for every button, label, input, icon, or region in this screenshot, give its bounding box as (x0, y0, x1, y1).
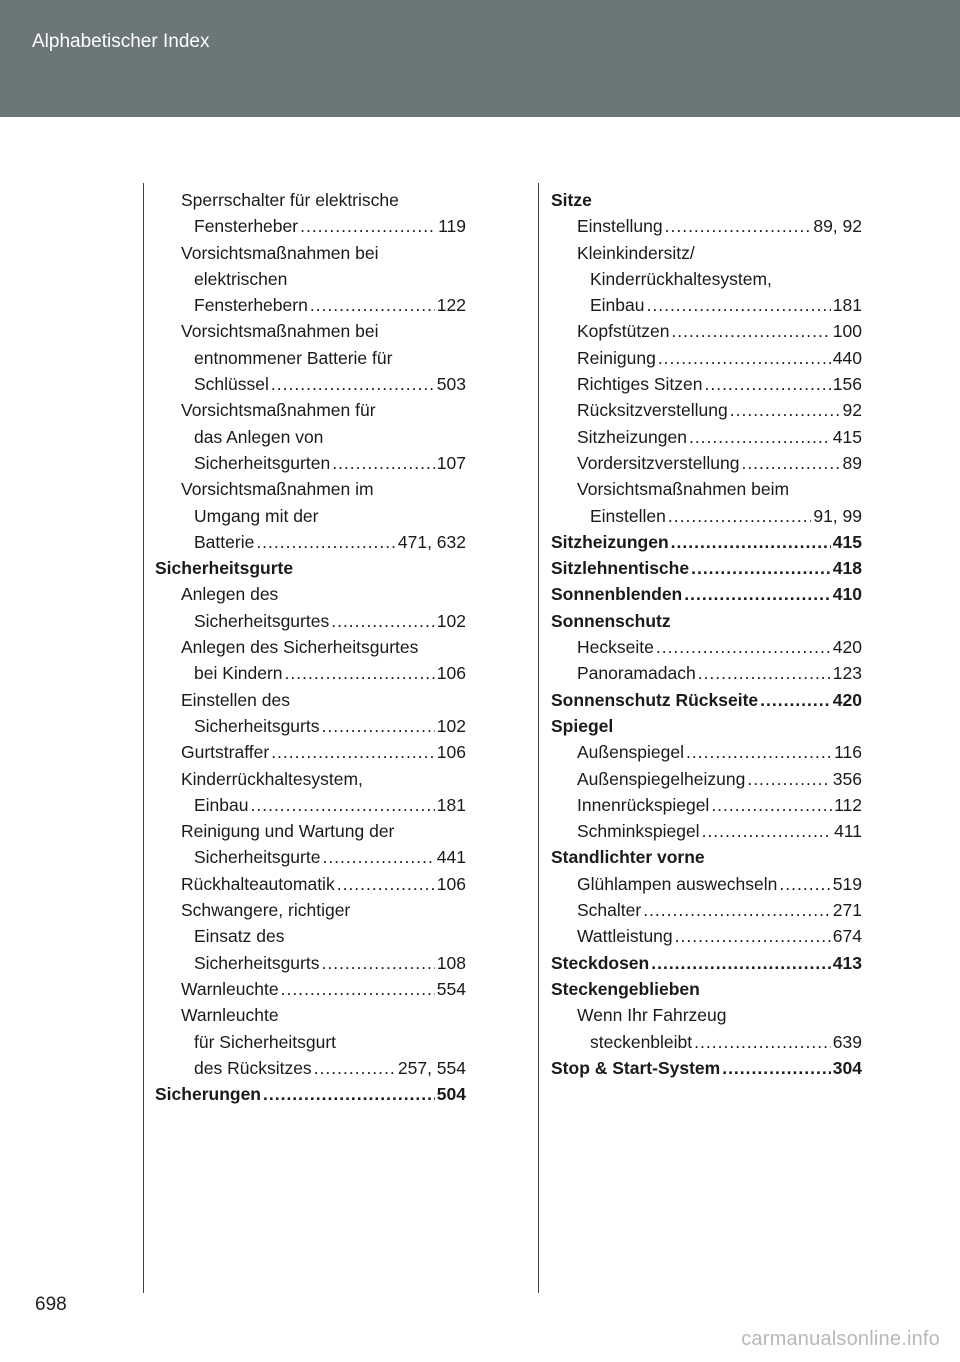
index-entry (155, 1055, 466, 1081)
index-page-ref: 413 (832, 952, 862, 973)
index-term: Warnleuchte (181, 1005, 279, 1026)
index-term: Vorsichtsmaßnahmen bei (181, 321, 379, 342)
index-page-ref: 257, 554 (397, 1057, 466, 1078)
index-entry (551, 897, 862, 923)
index-entry (155, 266, 466, 292)
index-page-ref: 106 (436, 873, 466, 894)
index-entry (551, 687, 862, 713)
index-term: Sperrschalter für elektrische (181, 190, 399, 210)
index-page-ref: 89 (842, 452, 862, 473)
index-entry (155, 292, 466, 318)
index-term: das Anlegen von (194, 426, 324, 447)
index-entry (551, 476, 862, 502)
index-term: Sitze (551, 190, 592, 210)
index-entry (551, 213, 862, 239)
index-entry (551, 555, 862, 581)
index-page-ref: 112 (834, 794, 862, 815)
index-page-ref: 181 (832, 295, 862, 316)
index-page-ref: 156 (832, 374, 862, 395)
index-entry (155, 529, 466, 555)
dot-leader (704, 371, 830, 397)
index-entry (155, 240, 466, 266)
dot-leader (651, 950, 831, 976)
index-entry (551, 713, 862, 739)
index-term: Einsatz des (194, 926, 285, 947)
index-page-ref: 119 (438, 216, 466, 237)
index-term: Anlegen des Sicherheitsgurtes (181, 637, 419, 658)
index-term: Vorsichtsmaßnahmen bei (181, 242, 379, 263)
index-term: Richtiges Sitzen (577, 374, 703, 395)
index-entry (155, 687, 466, 713)
index-page-ref: 420 (832, 637, 862, 658)
column-divider-middle (538, 183, 539, 1293)
index-entry (551, 292, 862, 318)
index-term: Anlegen des (181, 584, 279, 605)
dot-leader (271, 371, 435, 397)
index-entry (551, 1029, 862, 1055)
dot-leader (271, 739, 435, 765)
index-page-ref: 92 (842, 400, 862, 421)
index-entry (155, 581, 466, 607)
index-page-ref: 420 (832, 689, 862, 710)
index-term: Sicherheitsgurten (194, 452, 331, 473)
index-entry (155, 608, 466, 634)
index-entry (155, 1029, 466, 1055)
index-term: bei Kindern (194, 663, 283, 684)
index-term: Fensterheber (194, 216, 299, 237)
index-term: Reinigung und Wartung der (181, 821, 395, 842)
index-entry (155, 503, 466, 529)
dot-leader (702, 818, 833, 844)
index-term: Vorsichtsmaßnahmen im (181, 479, 374, 500)
index-term: Fensterhebern (194, 295, 308, 316)
dot-leader (694, 1029, 831, 1055)
index-term: Rücksitzverstellung (577, 400, 728, 421)
index-term: Einbau (590, 295, 645, 316)
index-page-ref: 304 (832, 1057, 862, 1078)
dot-leader (711, 792, 832, 818)
index-page-ref: 106 (436, 742, 466, 763)
index-entry (551, 450, 862, 476)
index-term: Sitzheizungen (551, 531, 669, 552)
watermark: carmanualsonline.info (741, 1328, 940, 1350)
index-page-ref: 100 (832, 321, 862, 342)
dot-leader (675, 923, 831, 949)
index-term: Glühlampen auswechseln (577, 873, 778, 894)
index-term: Schalter (577, 900, 642, 921)
dot-leader (321, 713, 434, 739)
index-term: Schminkspiegel (577, 821, 700, 842)
dot-leader (647, 292, 831, 318)
index-entry (551, 923, 862, 949)
index-entry (155, 713, 466, 739)
dot-leader (332, 450, 435, 476)
dot-leader (321, 950, 434, 976)
index-page-ref: 471, 632 (397, 531, 466, 552)
dot-leader (698, 660, 831, 686)
dot-leader (691, 555, 831, 581)
index-page-ref: 410 (832, 584, 862, 605)
index-column-left (155, 187, 466, 1107)
dot-leader (285, 660, 435, 686)
index-term: Vorsichtsmaßnahmen für (181, 400, 376, 421)
index-term: Panoramadach (577, 663, 696, 684)
index-entry (551, 318, 862, 344)
index-page-ref: 639 (832, 1031, 862, 1052)
index-page-ref: 107 (436, 452, 466, 473)
index-entry (551, 844, 862, 870)
index-entry (155, 450, 466, 476)
dot-leader (300, 213, 436, 239)
index-entry (155, 397, 466, 423)
index-term: Innenrückspiegel (577, 794, 710, 815)
index-term: Außenspiegel (577, 742, 685, 763)
index-entry (155, 187, 466, 213)
index-entry (155, 976, 466, 1002)
index-term: Heckseite (577, 637, 654, 658)
dot-leader (671, 529, 831, 555)
index-page-ref: 503 (436, 374, 466, 395)
index-page-ref: 554 (436, 978, 466, 999)
index-term: Sicherheitsgurtes (194, 610, 330, 631)
index-entry (155, 818, 466, 844)
dot-leader (337, 871, 435, 897)
index-term: Sitzheizungen (577, 426, 687, 447)
index-page-ref: 356 (832, 768, 862, 789)
index-term: Sitzlehnentische (551, 558, 690, 579)
index-term: Kinderrückhaltesystem, (590, 268, 772, 289)
dot-leader (251, 792, 435, 818)
index-term: Steckdosen (551, 952, 650, 973)
index-term: Vorsichtsmaßnahmen beim (577, 479, 790, 500)
index-page-ref: 674 (832, 926, 862, 947)
index-entry (551, 766, 862, 792)
index-term: Sicherheitsgurte (194, 847, 321, 868)
dot-leader (684, 581, 831, 607)
index-entry (155, 739, 466, 765)
index-term: Schwangere, richtiger (181, 900, 351, 921)
index-page-ref: 440 (832, 347, 862, 368)
dot-leader (760, 687, 831, 713)
dot-leader (331, 608, 435, 634)
index-term: Wattleistung (577, 926, 673, 947)
index-page-ref: 415 (832, 531, 862, 552)
index-term: Sicherheitsgurts (194, 952, 320, 973)
dot-leader (668, 503, 811, 529)
dot-leader (689, 424, 831, 450)
index-term: für Sicherheitsgurt (194, 1031, 337, 1052)
dot-leader (643, 897, 831, 923)
index-term: Kinderrückhaltesystem, (181, 768, 363, 789)
dot-leader (747, 766, 830, 792)
index-term: Warnleuchte (181, 978, 279, 999)
index-term: Einstellung (577, 216, 663, 237)
dot-leader (741, 450, 840, 476)
dot-leader (730, 397, 841, 423)
index-entry (155, 634, 466, 660)
index-term: Standlichter vorne (551, 847, 705, 868)
index-entry (551, 397, 862, 423)
dot-leader (671, 318, 830, 344)
index-entry (155, 1002, 466, 1028)
dot-leader (314, 1055, 396, 1081)
index-entry (551, 950, 862, 976)
index-page-ref: 108 (436, 952, 466, 973)
section-title: Alphabetischer Index (32, 31, 210, 52)
index-entry (551, 266, 862, 292)
index-entry (155, 213, 466, 239)
index-entry (551, 424, 862, 450)
index-entry (155, 923, 466, 949)
index-term: Kopfstützen (577, 321, 670, 342)
index-entry (155, 766, 466, 792)
index-entry (551, 634, 862, 660)
index-term: Umgang mit der (194, 505, 319, 526)
index-entry (551, 240, 862, 266)
index-term: Steckengeblieben (551, 978, 700, 999)
index-entry (155, 1081, 466, 1107)
index-page-ref: 411 (834, 821, 862, 842)
page-number: 698 (35, 1294, 67, 1315)
index-page-ref: 123 (832, 663, 862, 684)
index-term: Batterie (194, 531, 255, 552)
index-entry (551, 976, 862, 1002)
index-entry (551, 529, 862, 555)
index-entry (551, 503, 862, 529)
index-entry (551, 608, 862, 634)
index-term: steckenbleibt (590, 1031, 693, 1052)
index-term: Sonnenschutz (551, 610, 671, 631)
index-entry (155, 555, 466, 581)
index-term: Sonnenblenden (551, 584, 683, 605)
dot-leader (322, 844, 434, 870)
index-term: Einstellen (590, 505, 666, 526)
index-entry (155, 476, 466, 502)
index-page-ref: 415 (832, 426, 862, 447)
index-entry (551, 581, 862, 607)
index-page-ref: 504 (436, 1084, 466, 1105)
index-entry (551, 792, 862, 818)
dot-leader (722, 1055, 831, 1081)
index-entry (551, 871, 862, 897)
index-entry (551, 1055, 862, 1081)
index-entry (551, 818, 862, 844)
dot-leader (665, 213, 812, 239)
index-entry (155, 871, 466, 897)
index-page-ref: 116 (834, 742, 862, 763)
index-entry (155, 660, 466, 686)
index-page-ref: 181 (436, 794, 466, 815)
index-term: Einstellen des (181, 689, 290, 710)
column-divider-left (143, 183, 144, 1293)
index-entry (155, 345, 466, 371)
index-term: entnommener Batterie für (194, 347, 393, 368)
index-term: Außenspiegelheizung (577, 768, 746, 789)
index-term: Sonnenschutz Rückseite (551, 689, 759, 710)
index-page-ref: 89, 92 (813, 216, 862, 237)
index-entry (551, 371, 862, 397)
dot-leader (281, 976, 435, 1002)
index-entry (155, 318, 466, 344)
index-page-ref: 271 (832, 900, 862, 921)
index-term: des Rücksitzes (194, 1057, 312, 1078)
index-term: elektrischen (194, 268, 288, 289)
index-entry (551, 187, 862, 213)
index-term: Sicherheitsgurte (155, 558, 294, 579)
dot-leader (779, 871, 830, 897)
index-term: Einbau (194, 794, 249, 815)
index-entry (551, 1002, 862, 1028)
index-term: Kleinkindersitz/ (577, 242, 695, 263)
dot-leader (656, 634, 831, 660)
index-term: Rückhalteautomatik (181, 873, 335, 894)
page-header (0, 0, 960, 117)
index-term: Schlüssel (194, 374, 269, 395)
index-entry (155, 844, 466, 870)
index-page-ref: 519 (832, 873, 862, 894)
index-term: Spiegel (551, 715, 614, 736)
dot-leader (256, 529, 396, 555)
index-page-ref: 91, 99 (813, 505, 862, 526)
index-term: Reinigung (577, 347, 656, 368)
index-entry (551, 345, 862, 371)
dot-leader (263, 1081, 435, 1107)
index-term: Wenn Ihr Fahrzeug (577, 1005, 727, 1026)
dot-leader (658, 345, 831, 371)
index-page-ref: 106 (436, 663, 466, 684)
index-entry (551, 739, 862, 765)
dot-leader (686, 739, 832, 765)
index-page-ref: 418 (832, 558, 862, 579)
index-entry (155, 424, 466, 450)
index-term: Sicherheitsgurts (194, 715, 320, 736)
index-term: Stop & Start-System (551, 1057, 721, 1078)
index-page-ref: 102 (436, 610, 466, 631)
index-term: Gurtstraffer (181, 742, 270, 763)
index-column-right (551, 187, 862, 1081)
index-term: Sicherungen (155, 1084, 261, 1105)
index-page-ref: 122 (436, 295, 466, 316)
index-entry (155, 792, 466, 818)
dot-leader (310, 292, 435, 318)
index-entry (155, 897, 466, 923)
index-term: Vordersitzverstellung (577, 452, 740, 473)
index-entry (155, 950, 466, 976)
index-entry (551, 660, 862, 686)
index-entry (155, 371, 466, 397)
index-page-ref: 102 (436, 715, 466, 736)
index-page-ref: 441 (436, 847, 466, 868)
